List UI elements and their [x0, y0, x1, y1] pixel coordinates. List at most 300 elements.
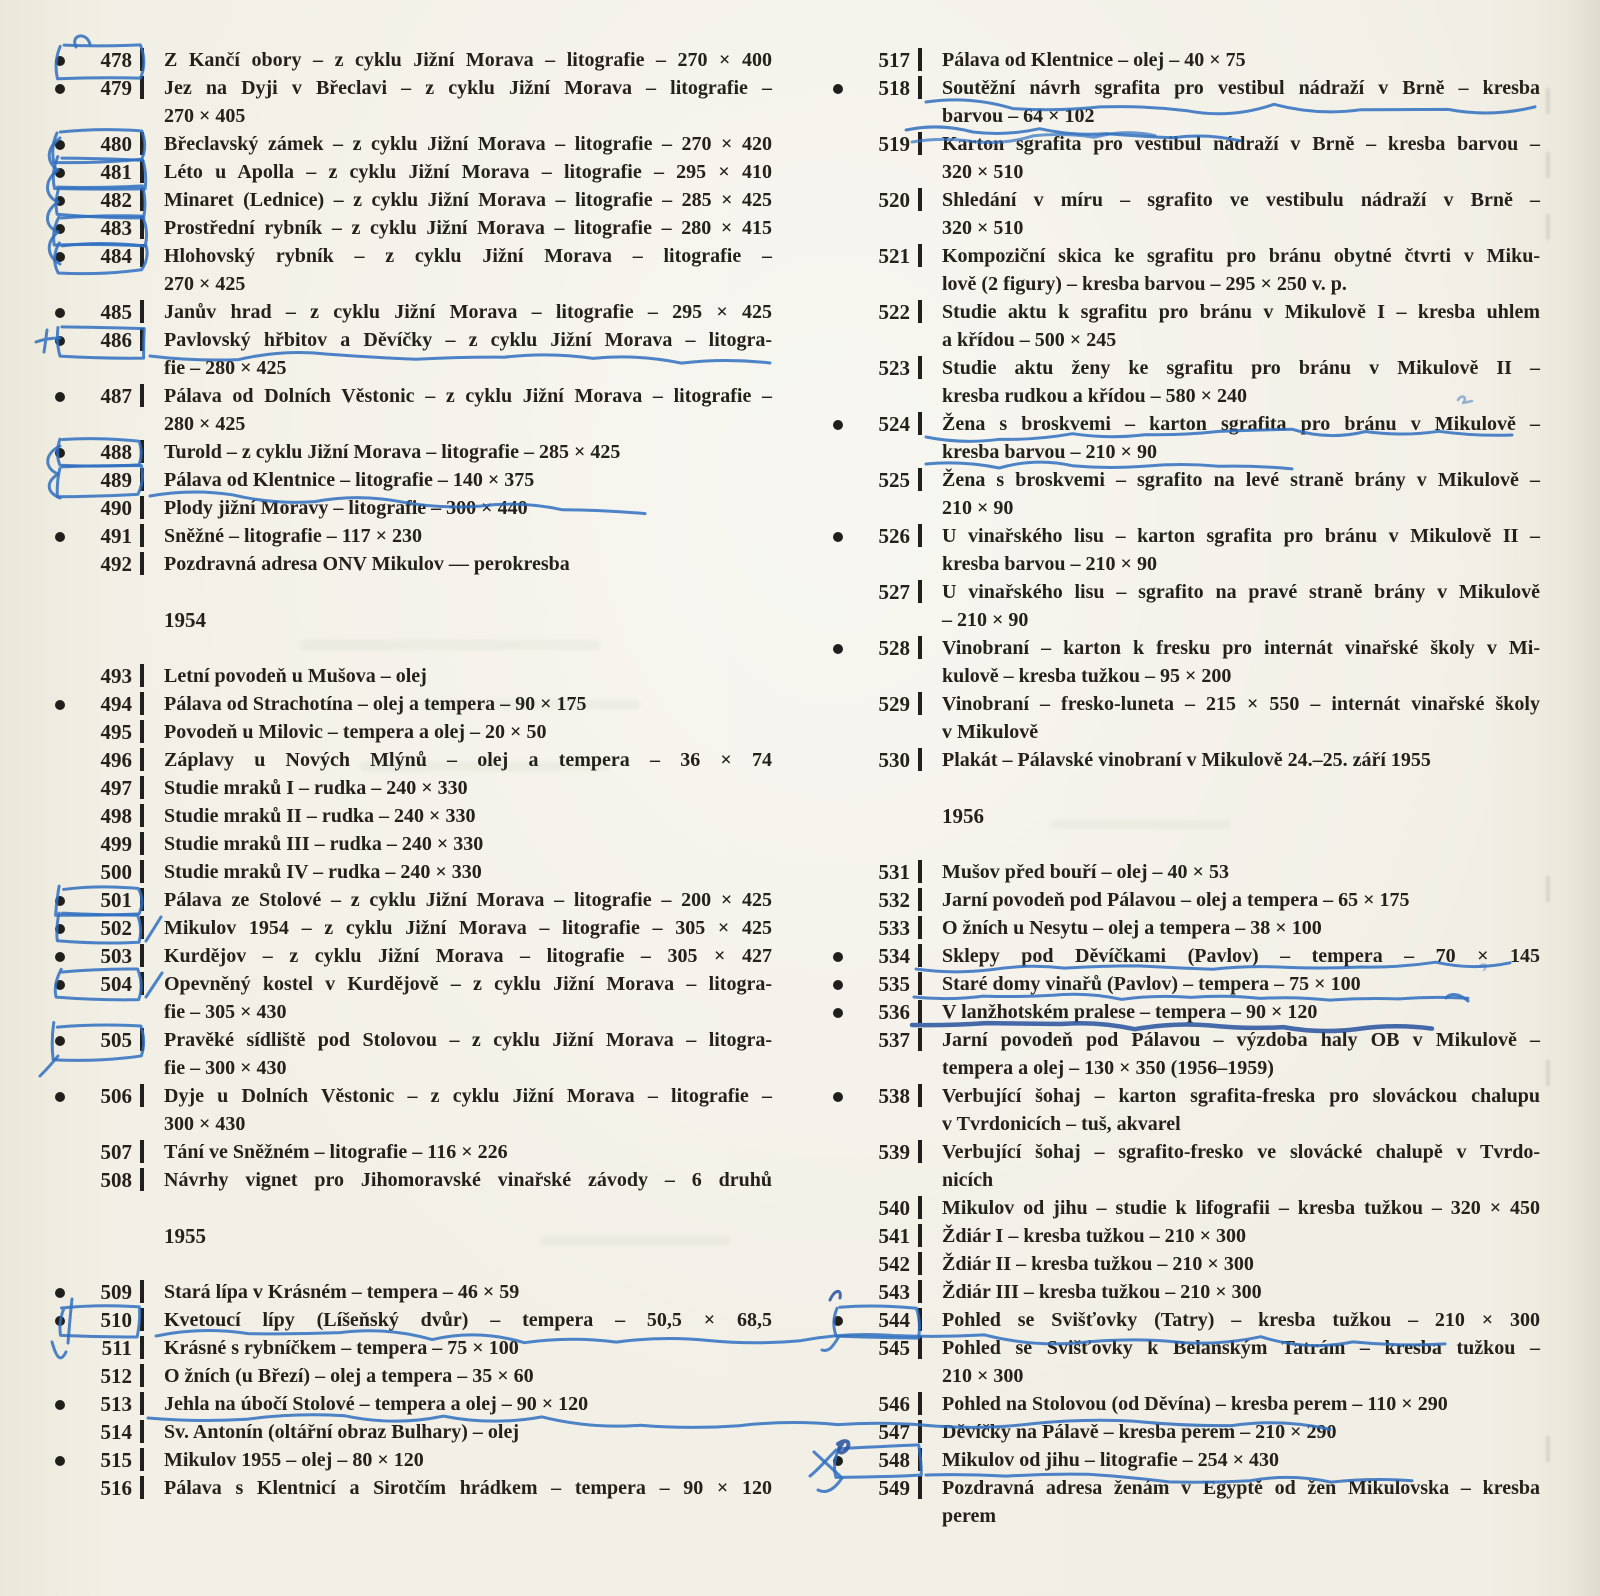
catalog-entry	[50, 214, 772, 242]
entry-text-line: Verbující šohaj – sgrafito-fresko ve slovácké chalupě v Tvrdo-	[942, 1141, 1540, 1163]
entry-text	[930, 998, 1540, 1026]
catalog-entry	[828, 634, 1540, 690]
divider-bar	[140, 524, 144, 547]
entry-number: 517	[878, 48, 910, 72]
entry-number: 516	[100, 1476, 132, 1500]
catalog-entry	[828, 242, 1540, 298]
catalog-entry	[50, 1082, 772, 1138]
entry-number: 520	[878, 188, 910, 212]
divider-bar	[918, 944, 922, 967]
entry-number-cell	[828, 578, 910, 606]
entry-text-line: Pálava od Klentnice – olej – 40 × 75	[942, 49, 1246, 71]
entry-text-line: Shledání v míru – sgrafito ve vestibulu nádraží v Brně –	[942, 189, 1540, 211]
entry-text-line: 320 × 510	[942, 161, 1024, 183]
entry-text	[152, 1278, 772, 1306]
entry-number: 509	[100, 1280, 132, 1304]
entry-text	[152, 242, 772, 298]
entry-text	[152, 298, 772, 326]
catalog-entry	[50, 1390, 772, 1418]
divider-bar	[140, 216, 144, 239]
entry-text	[152, 214, 772, 242]
bullet-dot	[55, 952, 65, 962]
catalog-entry	[828, 998, 1540, 1026]
entry-text	[930, 858, 1540, 886]
entry-text-line: Jehla na úbočí Stolové – tempera a olej – 90 × 120	[164, 1393, 589, 1415]
entry-number: 530	[878, 748, 910, 772]
divider-bar	[918, 888, 922, 911]
entry-text-line: Dyje u Dolních Věstonic – z cyklu Jižní Morava – litografie –	[164, 1085, 772, 1107]
divider-bar	[140, 1392, 144, 1415]
entry-text-line: 320 × 510	[942, 217, 1024, 239]
entry-number: 539	[878, 1140, 910, 1164]
page-edge-shadow	[1566, 0, 1600, 1596]
catalog-entry	[50, 858, 772, 886]
entry-text-line: Stará lípa v Krásném – tempera – 46 × 59	[164, 1281, 520, 1303]
entry-number-cell	[828, 1278, 910, 1306]
catalog-entry	[828, 1446, 1540, 1474]
catalog-entry	[50, 550, 772, 578]
catalog-column-left	[50, 46, 772, 1502]
divider-bar	[918, 1000, 922, 1023]
entry-text-line: Děvíčky na Pálavě – kresba perem – 210 × 290	[942, 1421, 1337, 1443]
bullet-dot	[833, 980, 843, 990]
entry-number: 488	[100, 440, 132, 464]
entry-number-cell	[828, 1082, 910, 1110]
entry-number-cell	[50, 718, 132, 746]
divider-bar	[140, 1308, 144, 1331]
catalog-entry	[828, 1138, 1540, 1194]
entry-text-line: O žních (u Březí) – olej a tempera – 35 × 60	[164, 1365, 534, 1387]
entry-number-cell	[50, 1446, 132, 1474]
entry-text	[152, 690, 772, 718]
divider-bar	[140, 692, 144, 715]
entry-text	[152, 1334, 772, 1362]
entry-text-line: Mušov před bouří – olej – 40 × 53	[942, 861, 1229, 883]
entry-text-line: v Mikulově	[942, 721, 1039, 743]
entry-number-cell	[828, 186, 910, 214]
entry-number: 479	[100, 76, 132, 100]
bullet-dot	[55, 252, 65, 262]
entry-text-line: kresba rudkou a křídou – 580 × 240	[942, 385, 1247, 407]
entry-number: 493	[100, 664, 132, 688]
divider-bar	[140, 720, 144, 743]
catalog-entry	[828, 746, 1540, 774]
entry-text-line: Pálava od Strachotína – olej a tempera – 90 × 175	[164, 693, 587, 715]
bullet-dot	[55, 980, 65, 990]
divider-bar	[140, 1476, 144, 1499]
bullet-dot	[55, 168, 65, 178]
entry-text-line: a křídou – 500 × 245	[942, 329, 1117, 351]
entry-text-line: Vinobraní – karton k fresku pro internát vinařské školy v Mi-	[942, 637, 1540, 659]
catalog-entry	[828, 130, 1540, 186]
entry-text-line: Z Kančí obory – z cyklu Jižní Morava – litografie – 270 × 400	[164, 49, 772, 71]
bullet-dot	[833, 1456, 843, 1466]
bullet-dot	[55, 140, 65, 150]
entry-number-cell	[50, 1474, 132, 1502]
entry-number-cell	[828, 1222, 910, 1250]
entry-number-cell	[50, 438, 132, 466]
entry-text	[152, 1138, 772, 1166]
bullet-dot	[55, 336, 65, 346]
catalog-entry	[50, 942, 772, 970]
divider-bar	[140, 1140, 144, 1163]
entry-text-line: Studie mraků II – rudka – 240 × 330	[164, 805, 476, 827]
entry-number: 540	[878, 1196, 910, 1220]
entry-text-line: Břeclavský zámek – z cyklu Jižní Morava – litografie – 270 × 420	[164, 133, 772, 155]
bullet-dot	[55, 224, 65, 234]
entry-text	[152, 662, 772, 690]
entry-number-cell	[50, 858, 132, 886]
bleed-through-bar	[1546, 152, 1550, 178]
divider-bar	[918, 1252, 922, 1275]
entry-number: 484	[100, 244, 132, 268]
entry-number: 485	[100, 300, 132, 324]
entry-text	[930, 886, 1540, 914]
entry-text	[930, 1390, 1540, 1418]
entry-text	[930, 410, 1540, 466]
catalog-entry	[828, 74, 1540, 130]
entry-text	[930, 1138, 1540, 1194]
divider-bar	[140, 1448, 144, 1471]
entry-text-line: nicích	[942, 1169, 994, 1191]
divider-bar	[918, 580, 922, 603]
entry-text	[930, 354, 1540, 410]
entry-text-line: Studie mraků IV – rudka – 240 × 330	[164, 861, 482, 883]
entry-text-line: Tání ve Sněžném – litografie – 116 × 226	[164, 1141, 508, 1163]
catalog-entry	[50, 326, 772, 382]
catalog-entry	[50, 1166, 772, 1194]
entry-number: 480	[100, 132, 132, 156]
entry-text	[930, 1082, 1540, 1138]
entry-text	[930, 690, 1540, 746]
entry-number: 533	[878, 916, 910, 940]
entry-number: 524	[878, 412, 910, 436]
entry-number-cell	[828, 410, 910, 438]
entry-text	[152, 970, 772, 1026]
entry-text	[930, 522, 1540, 578]
catalog-entry	[828, 1306, 1540, 1334]
divider-bar	[918, 1280, 922, 1303]
divider-bar	[140, 132, 144, 155]
divider-bar	[918, 692, 922, 715]
entry-text	[930, 1418, 1540, 1446]
entry-text-line: Studie aktu k sgrafitu pro bránu v Mikulově I – kresba uhlem	[942, 301, 1540, 323]
entry-text	[152, 942, 772, 970]
entry-text	[152, 522, 772, 550]
bullet-dot	[55, 308, 65, 318]
bullet-dot	[55, 896, 65, 906]
entry-number-cell	[50, 46, 132, 74]
entry-text-line: Sklepy pod Děvíčkami (Pavlov) – tempera – 70 × 145	[942, 945, 1540, 967]
entry-number-cell	[828, 1138, 910, 1166]
divider-bar	[140, 244, 144, 267]
entry-text-line: Žena s broskvemi – karton sgrafita pro bránu v Mikulově –	[942, 413, 1540, 435]
entry-text	[930, 1306, 1540, 1334]
divider-bar	[140, 468, 144, 491]
entry-number: 490	[100, 496, 132, 520]
entry-number-cell	[50, 1334, 132, 1362]
entry-number: 513	[100, 1392, 132, 1416]
entry-number-cell	[50, 1418, 132, 1446]
divider-bar	[918, 1476, 922, 1499]
entry-number-cell	[828, 74, 910, 102]
entry-number-cell	[50, 298, 132, 326]
bullet-dot	[55, 1456, 65, 1466]
entry-text	[152, 382, 772, 438]
catalog-entry	[50, 830, 772, 858]
bullet-dot	[833, 532, 843, 542]
entry-number: 508	[100, 1168, 132, 1192]
divider-bar	[918, 76, 922, 99]
bullet-dot	[55, 84, 65, 94]
entry-number: 491	[100, 524, 132, 548]
entry-text-line: kulově – kresba tužkou – 95 × 200	[942, 665, 1232, 687]
entry-text	[152, 550, 772, 578]
entry-number-cell	[828, 298, 910, 326]
bullet-dot	[55, 56, 65, 66]
divider-bar	[918, 1140, 922, 1163]
entry-text-line: Pozdravná adresa ONV Mikulov — perokresba	[164, 553, 570, 575]
entry-number: 542	[878, 1252, 910, 1276]
entry-text-line: barvou – 64 × 102	[942, 105, 1095, 127]
entry-text-line: Pálava ze Stolové – z cyklu Jižní Morava – litografie – 200 × 425	[164, 889, 772, 911]
bullet-dot	[55, 1400, 65, 1410]
entry-text	[152, 1306, 772, 1334]
catalog-entry	[50, 382, 772, 438]
entry-text-line: Žena s broskvemi – sgrafito na levé straně brány v Mikulově –	[942, 469, 1540, 491]
divider-bar	[918, 468, 922, 491]
entry-text	[152, 1362, 772, 1390]
divider-bar	[140, 888, 144, 911]
divider-bar	[918, 48, 922, 71]
catalog-entry	[828, 46, 1540, 74]
entry-number-cell	[828, 1334, 910, 1362]
entry-number-cell	[50, 214, 132, 242]
entry-number: 543	[878, 1280, 910, 1304]
entry-text	[152, 1166, 772, 1194]
catalog-entry	[828, 1026, 1540, 1082]
entry-number-cell	[828, 634, 910, 662]
divider-bar	[918, 916, 922, 939]
entry-number: 546	[878, 1392, 910, 1416]
entry-text-line: Opevněný kostel v Kurdějově – z cyklu Jižní Morava – litogra-	[164, 973, 772, 995]
divider-bar	[140, 48, 144, 71]
divider-bar	[140, 300, 144, 323]
entry-text-line: Sv. Antonín (oltářní obraz Bulhary) – olej	[164, 1421, 520, 1443]
bullet-dot	[833, 952, 843, 962]
entry-number-cell	[50, 830, 132, 858]
entry-text-line: Studie mraků III – rudka – 240 × 330	[164, 833, 484, 855]
entry-number-cell	[50, 690, 132, 718]
bleed-through-bar	[1546, 876, 1550, 902]
entry-text-line: Léto u Apolla – z cyklu Jižní Morava – litografie – 295 × 410	[164, 161, 772, 183]
entry-text-line: Ždiár I – kresba tužkou – 210 × 300	[942, 1225, 1247, 1247]
entry-text	[930, 298, 1540, 354]
entry-number: 503	[100, 944, 132, 968]
entry-text	[152, 466, 772, 494]
entry-text	[152, 802, 772, 830]
entry-text	[152, 914, 772, 942]
entry-text	[152, 886, 772, 914]
bleed-through-bar	[1546, 214, 1550, 240]
entry-number-cell	[50, 746, 132, 774]
entry-number-cell	[50, 1166, 132, 1194]
entry-text-line: Pohled se Svišťovky k Belanským Tatrám – kresba tužkou –	[942, 1337, 1540, 1359]
entry-number: 525	[878, 468, 910, 492]
entry-number: 494	[100, 692, 132, 716]
catalog-entry	[828, 1222, 1540, 1250]
entry-text-line: Ždiár II – kresba tužkou – 210 × 300	[942, 1253, 1254, 1275]
entry-number-cell	[50, 774, 132, 802]
entry-text-line: 300 × 430	[164, 1113, 246, 1135]
divider-bar	[918, 860, 922, 883]
entry-number: 495	[100, 720, 132, 744]
entry-text	[152, 858, 772, 886]
divider-bar	[140, 916, 144, 939]
entry-number-cell	[50, 522, 132, 550]
entry-text	[152, 186, 772, 214]
divider-bar	[140, 972, 144, 995]
entry-number: 547	[878, 1420, 910, 1444]
bleed-through-bar	[1546, 1060, 1550, 1086]
entry-number: 510	[100, 1308, 132, 1332]
entry-text-line: Vinobraní – fresko-luneta – 215 × 550 – internát vinařské školy	[942, 693, 1540, 715]
entry-text	[930, 914, 1540, 942]
divider-bar	[918, 972, 922, 995]
divider-bar	[140, 328, 144, 351]
catalog-entry	[50, 1474, 772, 1502]
catalog-entry	[828, 1390, 1540, 1418]
entry-number-cell	[828, 1250, 910, 1278]
divider-bar	[140, 1168, 144, 1191]
entry-text-line: Janův hrad – z cyklu Jižní Morava – litografie – 295 × 425	[164, 301, 772, 323]
entry-number-cell	[50, 550, 132, 578]
entry-number: 501	[100, 888, 132, 912]
entry-text-line: Pravěké sídliště pod Stolovou – z cyklu Jižní Morava – litogra-	[164, 1029, 772, 1051]
entry-number: 537	[878, 1028, 910, 1052]
entry-text	[930, 970, 1540, 998]
bullet-dot	[833, 1316, 843, 1326]
entry-text-line: Karton sgrafita pro vestibul nádraží v Brně – kresba barvou –	[942, 133, 1540, 155]
entry-text-line: V lanžhotském pralese – tempera – 90 × 120	[942, 1001, 1318, 1023]
entry-text-line: Kurdějov – z cyklu Jižní Morava – litografie – 305 × 427	[164, 945, 772, 967]
entry-text-line: fie – 305 × 430	[164, 1001, 287, 1023]
entry-number-cell	[828, 1194, 910, 1222]
divider-bar	[140, 188, 144, 211]
entry-number: 505	[100, 1028, 132, 1052]
catalog-entry	[50, 1334, 772, 1362]
bullet-dot	[55, 1316, 65, 1326]
entry-number-cell	[50, 1026, 132, 1054]
entry-text	[152, 438, 772, 466]
entry-number-cell	[828, 970, 910, 998]
bullet-dot	[833, 420, 843, 430]
divider-bar	[140, 944, 144, 967]
divider-bar	[918, 524, 922, 547]
entry-text-line: Jarní povodeň pod Pálavou – olej a tempera – 65 × 175	[942, 889, 1410, 911]
entry-text	[152, 774, 772, 802]
catalog-entry	[50, 914, 772, 942]
entry-text	[152, 158, 772, 186]
bullet-dot	[55, 700, 65, 710]
divider-bar	[918, 1028, 922, 1051]
entry-text-line: v Tvrdonicích – tuš, akvarel	[942, 1113, 1181, 1135]
entry-number-cell	[50, 886, 132, 914]
entry-text	[930, 1334, 1540, 1390]
entry-text	[930, 242, 1540, 298]
entry-number-cell	[50, 158, 132, 186]
entry-text-line: fie – 300 × 430	[164, 1057, 287, 1079]
entry-text-line: 270 × 425	[164, 273, 246, 295]
divider-bar	[140, 1028, 144, 1051]
entry-text	[930, 634, 1540, 690]
catalog-entry	[828, 970, 1540, 998]
catalog-entry	[50, 74, 772, 130]
divider-bar	[140, 440, 144, 463]
entry-number: 519	[878, 132, 910, 156]
entry-number-cell	[828, 1446, 910, 1474]
entry-text	[152, 130, 772, 158]
entry-text-line: Studie aktu ženy ke sgrafitu pro bránu v Mikulově II –	[942, 357, 1540, 379]
entry-number-cell	[828, 998, 910, 1026]
entry-text	[930, 1194, 1540, 1222]
entry-text-line: Mikulov od jihu – studie k lifografii – kresba tužkou – 320 × 450	[942, 1197, 1540, 1219]
entry-text	[930, 1474, 1540, 1530]
entry-number: 506	[100, 1084, 132, 1108]
entry-number: 528	[878, 636, 910, 660]
bullet-dot	[833, 644, 843, 654]
entry-number: 486	[100, 328, 132, 352]
divider-bar	[918, 636, 922, 659]
entry-text-line: Mikulov 1954 – z cyklu Jižní Morava – litografie – 305 × 425	[164, 917, 772, 939]
catalog-entry	[50, 1138, 772, 1166]
entry-text-line: kresba barvou – 210 × 90	[942, 553, 1157, 575]
entry-text-line: Prostřední rybník – z cyklu Jižní Morava – litografie – 280 × 415	[164, 217, 772, 239]
entry-number: 511	[101, 1336, 132, 1360]
divider-bar	[140, 776, 144, 799]
entry-number: 541	[878, 1224, 910, 1248]
entry-number-cell	[50, 942, 132, 970]
divider-bar	[140, 552, 144, 575]
entry-text-line: perem	[942, 1505, 997, 1527]
entry-number: 478	[100, 48, 132, 72]
entry-number-cell	[828, 858, 910, 886]
year-heading: 1955	[164, 1224, 206, 1248]
entry-number-cell	[828, 354, 910, 382]
entry-text-line: lově (2 figury) – kresba barvou – 295 × 250 v. p.	[942, 273, 1347, 295]
entry-text-line: O žních u Nesytu – olej a tempera – 38 × 100	[942, 917, 1322, 939]
entry-text	[930, 942, 1540, 970]
catalog-entry	[50, 1446, 772, 1474]
entry-text-line: Pohled se Svišťovky (Tatry) – kresba tužkou – 210 × 300	[942, 1309, 1540, 1331]
entry-text-line: Plody jižní Moravy – litografie – 300 × 440	[164, 497, 528, 519]
catalog-entry	[50, 886, 772, 914]
entry-number-cell	[828, 1026, 910, 1054]
catalog-entry	[828, 1278, 1540, 1306]
entry-number-cell	[50, 494, 132, 522]
catalog-entry	[50, 802, 772, 830]
catalog-entry	[828, 298, 1540, 354]
entry-text	[152, 1446, 772, 1474]
divider-bar	[918, 1420, 922, 1443]
catalog-entry	[50, 746, 772, 774]
entry-text	[930, 1222, 1540, 1250]
year-heading: 1954	[164, 608, 206, 632]
entry-text	[930, 74, 1540, 130]
entry-text	[152, 74, 772, 130]
entry-number: 527	[878, 580, 910, 604]
entry-number-cell	[50, 662, 132, 690]
